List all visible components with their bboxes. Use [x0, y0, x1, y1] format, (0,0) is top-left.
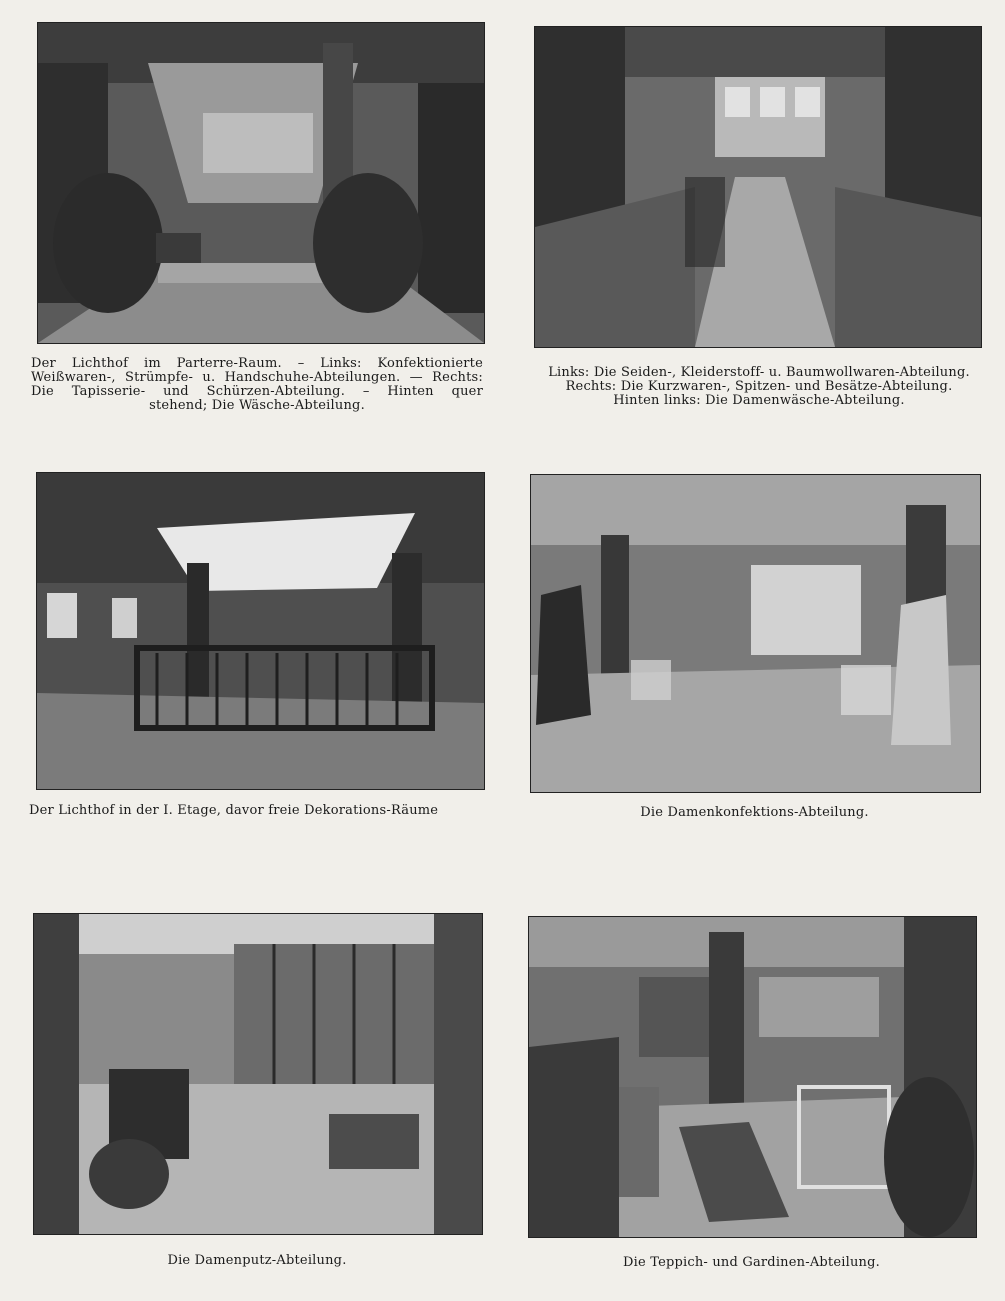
photo-damenputz-image — [34, 914, 482, 1234]
caption-line: Links: Die Seiden-, Kleiderstoff- u. Baumwollwaren-Abteilung. — [548, 365, 970, 380]
caption-seiden-abteilung — [528, 366, 990, 408]
caption-teppich — [528, 1256, 975, 1270]
photo-teppich — [528, 916, 977, 1238]
caption-lichthof-parterre — [31, 357, 483, 413]
photo-teppich-image — [529, 917, 976, 1237]
caption-damenkonfektion — [530, 806, 979, 820]
photo-lichthof-parterre — [37, 22, 485, 344]
photo-damenkonfektion — [530, 474, 981, 793]
caption-line: stehend; Die Wäsche-Abteilung. — [149, 398, 365, 413]
caption-line: Weißwaren-, Strümpfe- u. Handschuhe-Abteilungen. — Rechts: — [31, 370, 483, 385]
caption-line: Die Teppich- und Gardinen-Abteilung. — [623, 1255, 880, 1270]
photo-damenkonfektion-image — [531, 475, 980, 792]
caption-damenputz — [33, 1254, 481, 1268]
photo-lichthof-etage — [36, 472, 485, 790]
caption-line: Der Lichthof in der I. Etage, davor freie Dekorations-Räume — [29, 803, 439, 818]
caption-line: Der Lichthof im Parterre-Raum. – Links: Konfektionierte — [31, 356, 483, 371]
photo-lichthof-etage-image — [37, 473, 484, 789]
photo-seiden-abteilung — [534, 26, 982, 348]
photo-damenputz — [33, 913, 483, 1235]
caption-line: Die Tapisserie- und Schürzen-Abteilung. – Hinten quer — [31, 384, 483, 399]
caption-line: Die Damenkonfektions-Abteilung. — [640, 805, 869, 820]
caption-lichthof-etage — [29, 804, 489, 818]
caption-line: Rechts: Die Kurzwaren-, Spitzen- und Besätze-Abteilung. — [565, 379, 953, 394]
caption-line: Die Damenputz-Abteilung. — [167, 1253, 347, 1268]
photo-seiden-abteilung-image — [535, 27, 981, 347]
caption-line: Hinten links: Die Damenwäsche-Abteilung. — [613, 393, 905, 408]
photo-lichthof-parterre-image — [38, 23, 484, 343]
